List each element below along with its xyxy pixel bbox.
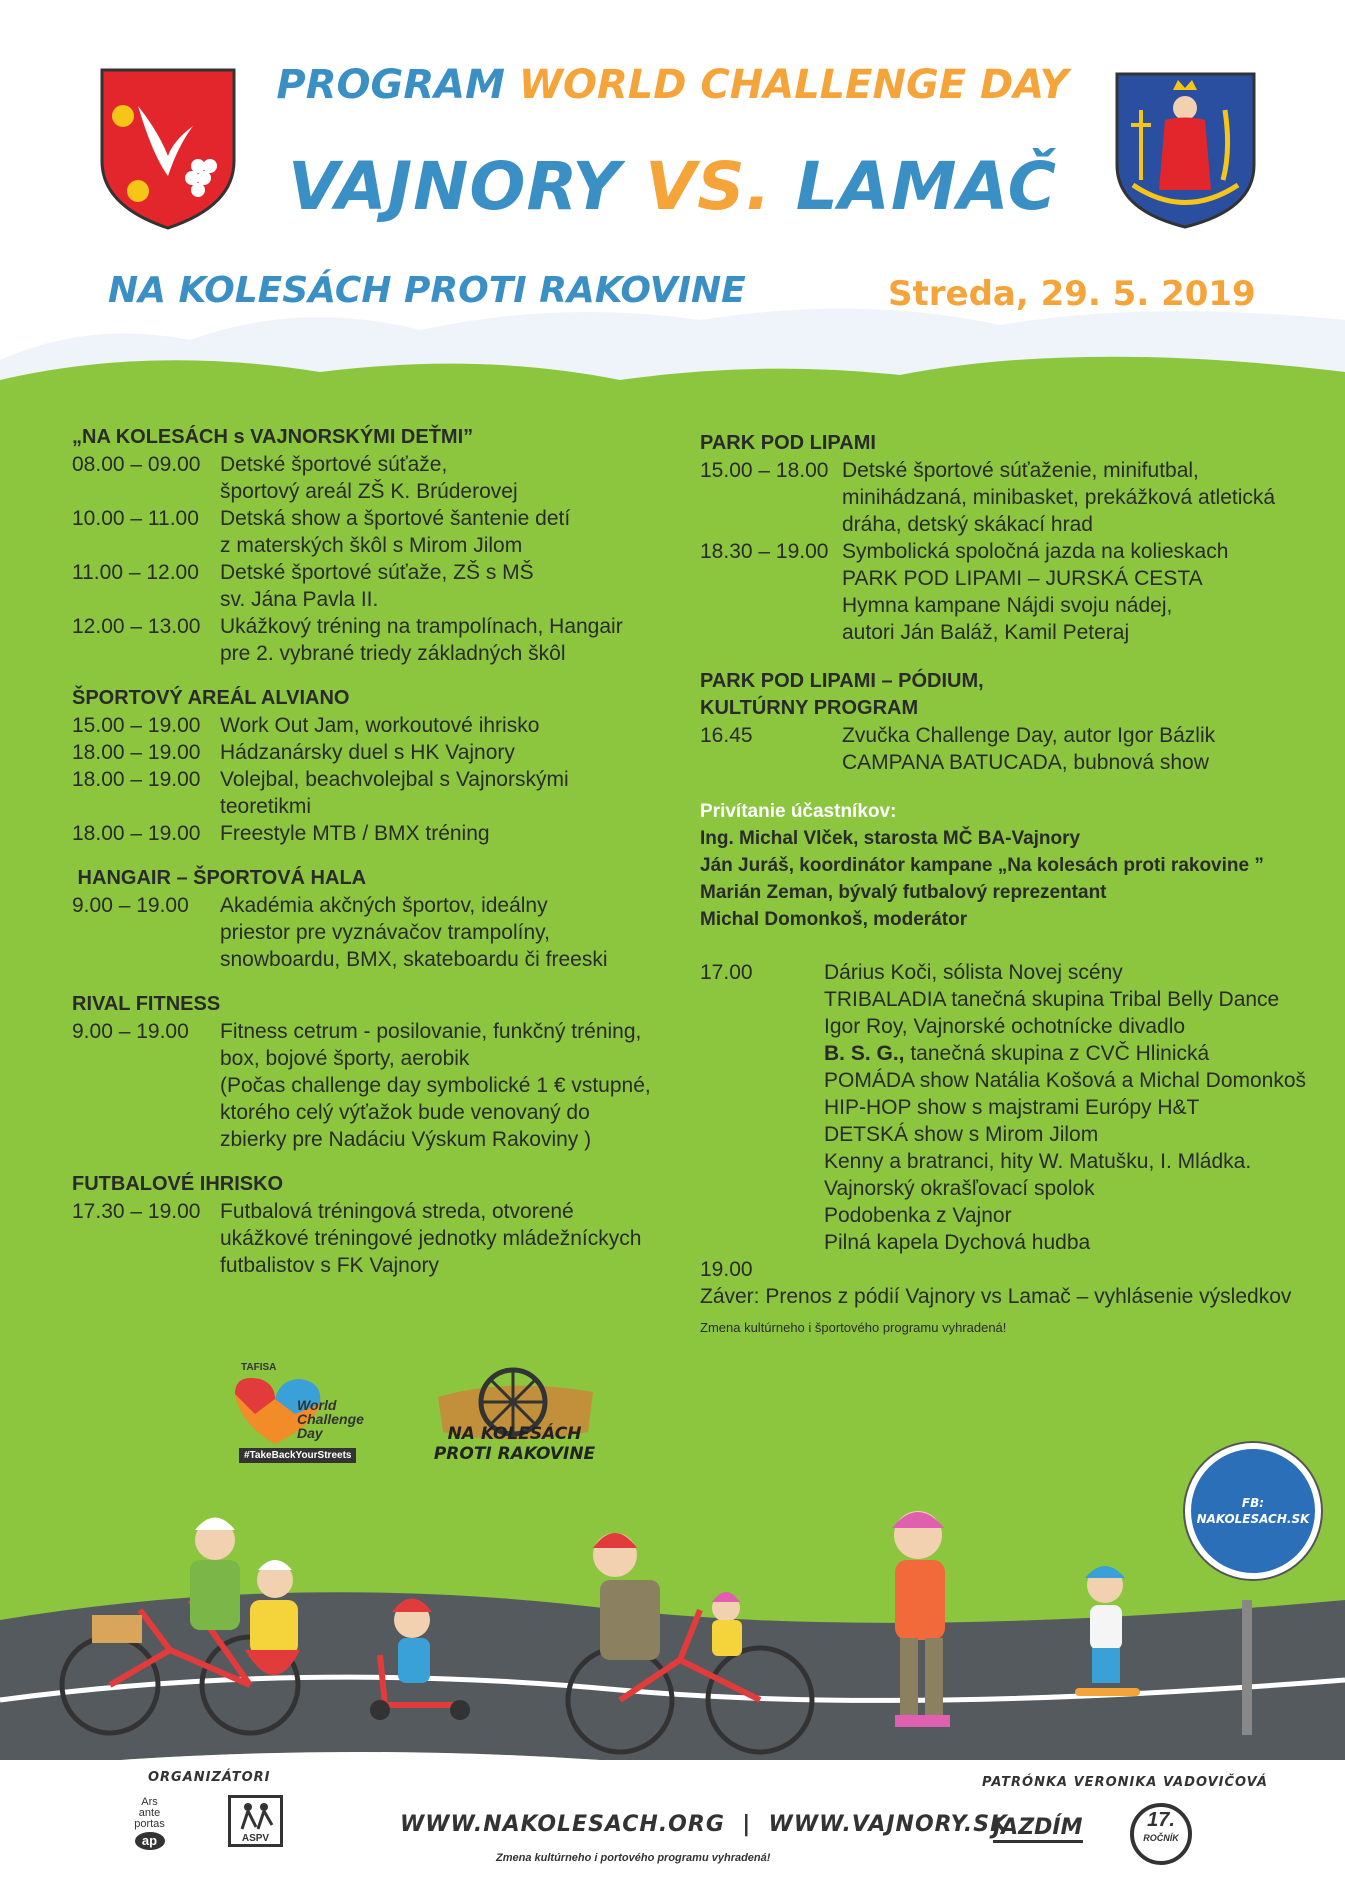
schedule-row [72,766,672,820]
section-title: KULTÚRNY PROGRAM [700,697,919,719]
figures-icon [236,1801,276,1831]
time: 17.00 [700,961,753,984]
desc: športový areál ZŠ K. Brúderovej [220,480,518,503]
desc: Freestyle MTB / BMX tréning [220,822,490,845]
section-title: PARK POD LIPAMI – PÓDIUM, [700,670,984,692]
time: 18.00 – 19.00 [72,741,201,764]
desc: Fitness cetrum - posilovanie, funkčný tréning, [220,1020,642,1043]
section-podium [700,668,1320,776]
act: Kenny a bratranci, hity W. Matušku, I. Mládka. [824,1150,1252,1173]
tandem-bike [62,1518,300,1734]
desc: autori Ján Baláž, Kamil Peteraj [842,621,1130,644]
closing-line: Záver: Prenos z pódií Vajnory vs Lamač – vyhlásenie výsledkov [700,1285,1292,1308]
act-bsg: B. S. G., [824,1042,905,1065]
section-rival [72,991,672,1153]
welcome-line: Michal Domonkoš, moderátor [700,909,968,930]
desc: (Počas challenge day symbolické 1 € vstupné, [220,1074,651,1097]
time: 10.00 – 11.00 [72,507,199,530]
act: Pilná kapela Dychová hudba [824,1231,1091,1254]
desc: minihádzaná, minibasket, prekážková atletická [842,486,1276,509]
desc: dráha, detský skákací hrad [842,513,1093,536]
acts-block [700,959,1320,1256]
time: 12.00 – 13.00 [72,615,201,638]
wcd-hashtag: #TakeBackYourStreets [239,1448,356,1463]
section-title: „NA KOLESÁCH s VAJNORSKÝMI DEŤMI” [72,426,474,448]
time: 9.00 – 19.00 [72,1020,189,1043]
aspv-label: ASPV [241,1833,270,1844]
desc: Hádzanársky duel s HK Vajnory [220,741,515,764]
section-futbal [72,1171,672,1279]
nk-line: NA KOLESÁCH [447,1424,582,1444]
desc: PARK POD LIPAMI – JURSKÁ CESTA [842,567,1203,590]
desc: Detská show a športové šantenie detí [220,507,571,530]
desc: box, bojové športy, aerobik [220,1047,470,1070]
schedule-row [72,451,672,505]
schedule-row [700,457,1320,538]
time: 19.00 [700,1258,753,1281]
section-alviano [72,685,672,847]
vajnory-coat-of-arms [98,66,238,231]
aspv-logo [228,1795,283,1847]
time: 08.00 – 09.00 [72,453,201,476]
jazdim-logo: JAZDÍM [993,1815,1083,1843]
schedule-row [72,820,672,847]
schedule-row [72,505,672,559]
time: 18.00 – 19.00 [72,768,201,791]
desc: z materských škôl s Mirom Jilom [220,534,523,557]
footer-note: Zmena kultúrneho i portového programu vyhradená! [496,1852,771,1864]
fb-sign [1185,1443,1321,1579]
desc: CAMPANA BATUCADA, bubnová show [842,751,1209,774]
desc: ukážkové tréningové jednotky mládežníckych [220,1227,642,1250]
desc: futbalistov s FK Vajnory [220,1254,440,1277]
desc: teoretikmi [220,795,312,818]
time: 17.30 – 19.00 [72,1200,201,1223]
desc: ktorého celý výťažok bude venovaný do [220,1101,590,1124]
section-welcome [700,798,1320,933]
section-title: FUTBALOVÉ IHRISKO [72,1173,284,1195]
ars-line: ante [138,1807,161,1819]
fb-label: FB: [1241,1496,1265,1510]
time: 11.00 – 12.00 [72,561,199,584]
left-program-column [72,424,672,1279]
schedule-row [72,892,672,973]
na-kolesach-logo [428,1362,598,1472]
tafisa-label: TAFISA [241,1362,277,1373]
desc: Detské športové súťaže, ZŠ s MŠ [220,561,534,584]
header-date: Streda, 29. 5. 2019 [888,274,1256,314]
act: HIP-HOP show s majstrami Európy H&T [824,1096,1200,1119]
nk-line: PROTI RAKOVINE [433,1444,596,1464]
wcd-line: World [297,1397,337,1413]
wcd-line: Challenge [297,1411,364,1427]
section-title: ŠPORTOVÝ AREÁL ALVIANO [72,687,350,709]
act: Podobenka z Vajnor [824,1204,1012,1227]
act [824,1040,1320,1067]
header-program: PROGRAM [276,62,505,108]
schedule-row [72,1198,672,1279]
fb-handle: NAKOLESACH.SK [1196,1512,1310,1526]
lamac-coat-of-arms [1113,70,1258,230]
desc: Detské športové súťaže, [220,453,448,476]
header-line2 [250,148,1095,225]
sign-post [1242,1600,1252,1735]
act: Vajnorský okrašľovací spolok [824,1177,1095,1200]
desc: sv. Jána Pavla II. [220,588,379,611]
rocnik-badge [1130,1803,1192,1865]
act: DETSKÁ show s Mirom Jilom [824,1123,1099,1146]
header-wcd: WORLD CHALLENGE DAY [518,62,1069,108]
ap-badge: ap [135,1832,165,1850]
desc: Zvučka Challenge Day, autor Igor Bázlik [842,724,1216,747]
dad-bike [568,1533,812,1752]
rocnik-label: ROČNÍK [1143,1833,1179,1843]
header-subtitle: NA KOLESÁCH PROTI RAKOVINE [108,270,746,311]
section-kolesach [72,424,672,667]
welcome-title: Privítanie účastníkov: [700,801,897,822]
skateboard-kid [1075,1566,1140,1696]
desc: pre 2. vybrané triedy základných škôl [220,642,566,665]
desc: Work Out Jam, workoutové ihrisko [220,714,540,737]
ars-ante-portas-logo [122,1797,177,1850]
right-program-column [700,430,1320,1341]
time: 15.00 – 19.00 [72,714,201,737]
act-bsg-rest: tanečná skupina z CVČ Hlinická [904,1042,1210,1065]
header-vs: VS. [645,148,772,225]
desc: zbierky pre Nadáciu Výskum Rakoviny ) [220,1128,592,1151]
act: POMÁDA show Natália Košová a Michal Domonkoš [824,1069,1307,1092]
header-line1 [250,62,1095,108]
time: 18.00 – 19.00 [72,822,201,845]
desc: Ukážkový tréning na trampolínach, Hangair [220,615,623,638]
wcd-line: Day [297,1425,323,1441]
wcd-text [297,1398,364,1440]
rollerblade-woman [892,1511,950,1727]
welcome-line: Marián Zeman, bývalý futbalový reprezentant [700,882,1107,903]
desc: Akadémia akčných športov, ideálny [220,894,548,917]
welcome-line: Ján Juráš, koordinátor kampane „Na kolesách proti rakovine ” [700,855,1264,876]
desc: priestor pre vyznávačov trampolíny, [220,921,550,944]
section-title: HANGAIR – ŠPORTOVÁ HALA [72,867,367,889]
desc: Futbalová tréningová streda, otvorené [220,1200,574,1223]
schedule-row [72,1018,672,1153]
schedule-row [72,712,672,739]
header-lamac: LAMAČ [795,148,1058,225]
ars-line: portas [134,1818,165,1830]
organizers-label: ORGANIZÁTORI [148,1770,271,1785]
schedule-row [72,559,672,613]
desc: Symbolická spoločná jazda na kolieskach [842,540,1229,563]
time: 18.30 – 19.00 [700,540,829,563]
desc: Detské športové súťaženie, minifutbal, [842,459,1199,482]
welcome-line: Ing. Michal Vlček, starosta MČ BA-Vajnory [700,828,1081,849]
rocnik-number: 17. [1147,1809,1175,1831]
act: TRIBALADIA tanečná skupina Tribal Belly Dance [824,988,1280,1011]
section-hangair [72,865,672,973]
time: 9.00 – 19.00 [72,894,189,917]
section-title: PARK POD LIPAMI [700,432,876,454]
schedule-row [72,613,672,667]
header-vajnory: VAJNORY [287,148,622,225]
schedule-row [700,722,1320,776]
scooter-kid [370,1599,470,1721]
time: 15.00 – 18.00 [700,459,829,482]
world-challenge-day-logo [225,1362,365,1462]
desc: Volejbal, beachvolejbal s Vajnorskými [220,768,569,791]
desc: Hymna kampane Nájdi svoju nádej, [842,594,1173,617]
footer-urls: WWW.NAKOLESACH.ORG | WWW.VAJNORY.SK [400,1812,1009,1837]
ars-line: Ars [141,1796,158,1808]
nk-text [432,1424,597,1464]
desc: snowboardu, BMX, skateboardu či freeski [220,948,608,971]
act: Igor Roy, Vajnorské ochotnícke divadlo [824,1015,1186,1038]
schedule-row [700,538,1320,646]
schedule-row [72,739,672,766]
section-park [700,430,1320,646]
time: 16.45 [700,724,753,747]
program-note: Zmena kultúrneho i športového programu vyhradená! [700,1320,1007,1335]
act: Dárius Koči, sólista Novej scény [824,961,1123,984]
section-title: RIVAL FITNESS [72,993,221,1015]
patron-label: PATRÓNKA VERONIKA VADOVIČOVÁ [982,1775,1268,1790]
cyclists-illustration [0,1460,1345,1760]
